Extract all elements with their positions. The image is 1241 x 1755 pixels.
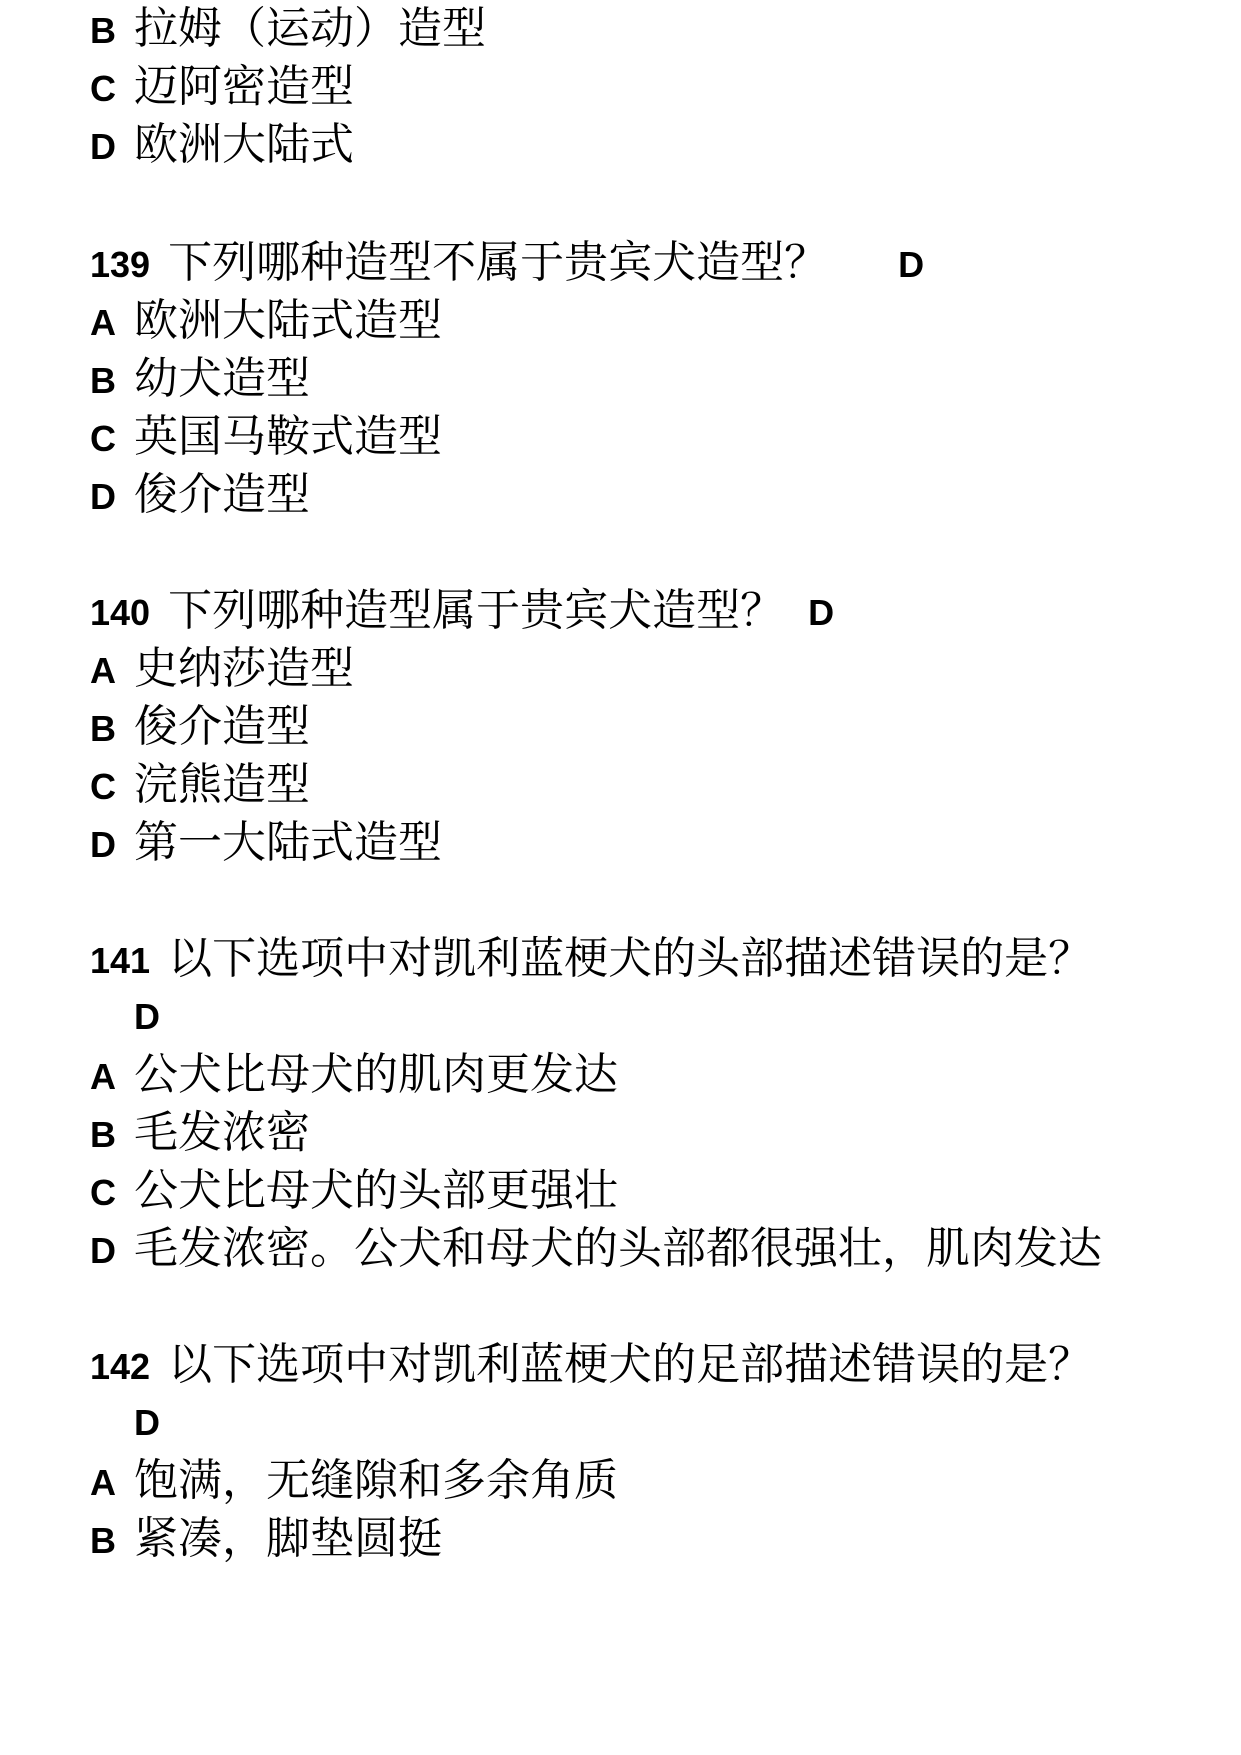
option-letter: D [90,1230,116,1271]
option-140-b [90,698,310,756]
option-142-a [90,1452,618,1510]
option-letter: D [90,476,116,517]
option-139-d [90,466,310,524]
question-142 [90,1336,1092,1394]
answer-key: D [134,1402,160,1443]
option-138-b [90,0,486,58]
option-139-b [90,350,310,408]
option-text: 公犬比母犬的头部更强壮 [134,1165,618,1216]
question-139 [90,234,924,292]
option-141-d [90,1220,1102,1278]
option-text: 俊介造型 [134,701,310,752]
question-number: 141 [90,940,151,981]
answer-key: D [808,592,835,633]
option-text: 欧洲大陆式造型 [134,295,442,346]
option-letter: B [90,360,116,401]
option-letter: A [90,302,116,343]
answer-key: D [898,244,925,285]
question-text: 以下选项中对凯利蓝梗犬的足部描述错误的是？ [168,1339,1093,1390]
option-letter: D [90,126,116,167]
option-letter: B [90,10,116,51]
question-141 [90,930,1092,988]
option-text: 俊介造型 [134,469,310,520]
option-text: 英国马鞍式造型 [134,411,442,462]
option-letter: C [90,1172,116,1213]
option-text: 紧凑，脚垫圆挺 [134,1513,442,1564]
option-letter: C [90,68,116,109]
option-138-c [90,58,354,116]
question-number: 142 [90,1346,151,1387]
option-141-a [90,1046,618,1104]
option-140-a [90,640,354,698]
option-text: 迈阿密造型 [134,61,354,112]
option-text: 史纳莎造型 [134,643,354,694]
question-number: 139 [90,244,151,285]
option-text: 浣熊造型 [134,759,310,810]
option-141-c [90,1162,618,1220]
option-letter: C [90,418,116,459]
question-text: 下列哪种造型属于贵宾犬造型？ [168,585,785,636]
option-140-c [90,756,310,814]
option-139-c [90,408,442,466]
option-letter: A [90,1056,116,1097]
option-letter: A [90,1462,116,1503]
option-text: 欧洲大陆式 [134,119,354,170]
option-letter: A [90,650,116,691]
option-140-d [90,814,442,872]
answer-line-141 [134,988,160,1046]
option-text: 饱满，无缝隙和多余角质 [134,1455,618,1506]
option-text: 毛发浓密 [134,1107,310,1158]
answer-line-142 [134,1394,160,1452]
question-text: 以下选项中对凯利蓝梗犬的头部描述错误的是？ [168,933,1093,984]
question-140 [90,582,834,640]
option-text: 公犬比母犬的肌肉更发达 [134,1049,618,1100]
option-text: 幼犬造型 [134,353,310,404]
option-letter: B [90,708,116,749]
option-letter: C [90,766,116,807]
option-letter: B [90,1520,116,1561]
option-138-d [90,116,354,174]
option-141-b [90,1104,310,1162]
option-text: 第一大陆式造型 [134,817,442,868]
answer-key: D [134,996,160,1037]
question-number: 140 [90,592,151,633]
option-142-b [90,1510,442,1568]
option-letter: B [90,1114,116,1155]
option-text: 拉姆（运动）造型 [134,3,486,54]
option-text: 毛发浓密。公犬和母犬的头部都很强壮，肌肉发达 [134,1223,1102,1274]
option-letter: D [90,824,116,865]
option-139-a [90,292,442,350]
question-text: 下列哪种造型不属于贵宾犬造型？ [168,237,829,288]
